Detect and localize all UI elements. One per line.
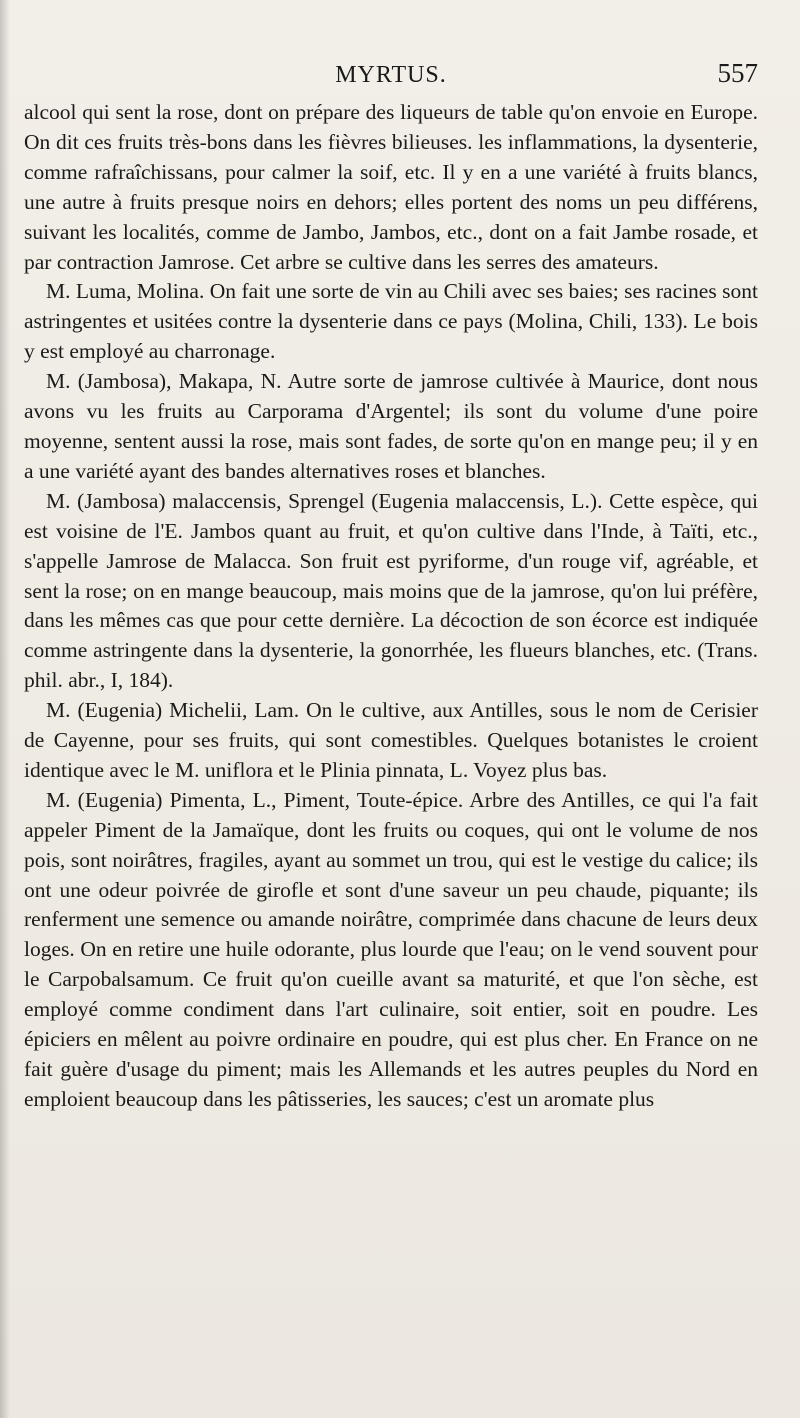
body-text bbox=[24, 98, 758, 1115]
entry-malaccensis: M. (Jambosa) malaccensis, Sprengel (Eugenia malaccensis, L.). Cette espèce, qui est voisine de l'E. Jambos quant au fruit, et qu'on cultive dans l'Inde, à Taïti, etc., s'appelle Jamrose de Malacca. Son fruit est pyriforme, d'un rouge vif, agréable, et sent la rose; on en mange beaucoup, mais moins que de la jamrose, qu'on lui préfère, dans les mêmes cas que pour cette dernière. La décoction de son écorce est indiquée comme astringente dans la dysenterie, la gonorrhée, les flueurs blanches, etc. (Trans. phil. abr., I, 184). bbox=[24, 488, 758, 693]
entry-makapa: M. (Jambosa), Makapa, N. Autre sorte de jamrose cultivée à Maurice, dont nous avons vu les fruits au Carporama d'Argentel; ils sont du volume d'une poire moyenne, sentent aussi la rose, mais sont fades, de sorte qu'on en mange peu; il y en a une variété ayant des bandes alternatives roses et blanches. bbox=[24, 369, 758, 483]
page-edge-shadow bbox=[0, 0, 10, 1418]
entry-michelii: M. (Eugenia) Michelii, Lam. On le cultive, aux Antilles, sous le nom de Cerisier de Cayenne, pour ses fruits, qui sont comestibles. Quelques botanistes le croient identique avec le M. uniflora et le Plinia pinnata, L. Voyez plus bas. bbox=[24, 698, 758, 782]
running-head: MYRTUS. bbox=[335, 62, 447, 88]
entry-luma: M. Luma, Molina. On fait une sorte de vin au Chili avec ses baies; ses racines sont astringentes et usitées contre la dysenterie dans ce pays (Molina, Chili, 133). Le bois y est employé au charronage. bbox=[24, 279, 758, 364]
page-number: 557 bbox=[717, 58, 758, 88]
paragraph-continuation: alcool qui sent la rose, dont on prépare des liqueurs de table qu'on envoie en Europe. On dit ces fruits très-bons dans les fièvres bilieuses. les inflammations, la dysenterie, comme rafraîchissans, pour calmer la soif, etc. Il y en a une variété à fruits blancs, une autre à fruits presque noirs en dehors; elles portent des noms un peu différens, suivant les localités, comme de Jambo, Jambos, etc., dont on a fait Jambe rosade, et par contraction Jamrose. Cet arbre se cultive dans les serres des amateurs. bbox=[24, 100, 758, 274]
entry-pimenta: M. (Eugenia) Pimenta, L., Piment, Toute-épice. Arbre des Antilles, ce qui l'a fait appeler Piment de la Jamaïque, dont les fruits ou coques, qui ont le volume de nos pois, sont noirâtres, fragiles, ayant au sommet un trou, qui est le vestige du calice; ils ont une odeur poivrée de girofle et sont d'une saveur un peu chaude, piquante; ils renferment une semence ou amande noirâtre, comprimée dans chacune de leurs deux loges. On en retire une huile odorante, plus lourde que l'eau; on le vend souvent pour le Carpobalsamum. Ce fruit qu'on cueille avant sa maturité, et que l'on sèche, est employé comme condiment dans l'art culinaire, soit entier, soit en poudre. Les épiciers en mêlent au poivre ordinaire en poudre, qui est plus cher. En France on ne fait guère d'usage du piment; mais les Allemands et les autres peuples du Nord en emploient beaucoup dans les pâtisseries, les sauces; c'est un aromate plus bbox=[24, 787, 758, 1111]
page-header bbox=[24, 58, 758, 98]
